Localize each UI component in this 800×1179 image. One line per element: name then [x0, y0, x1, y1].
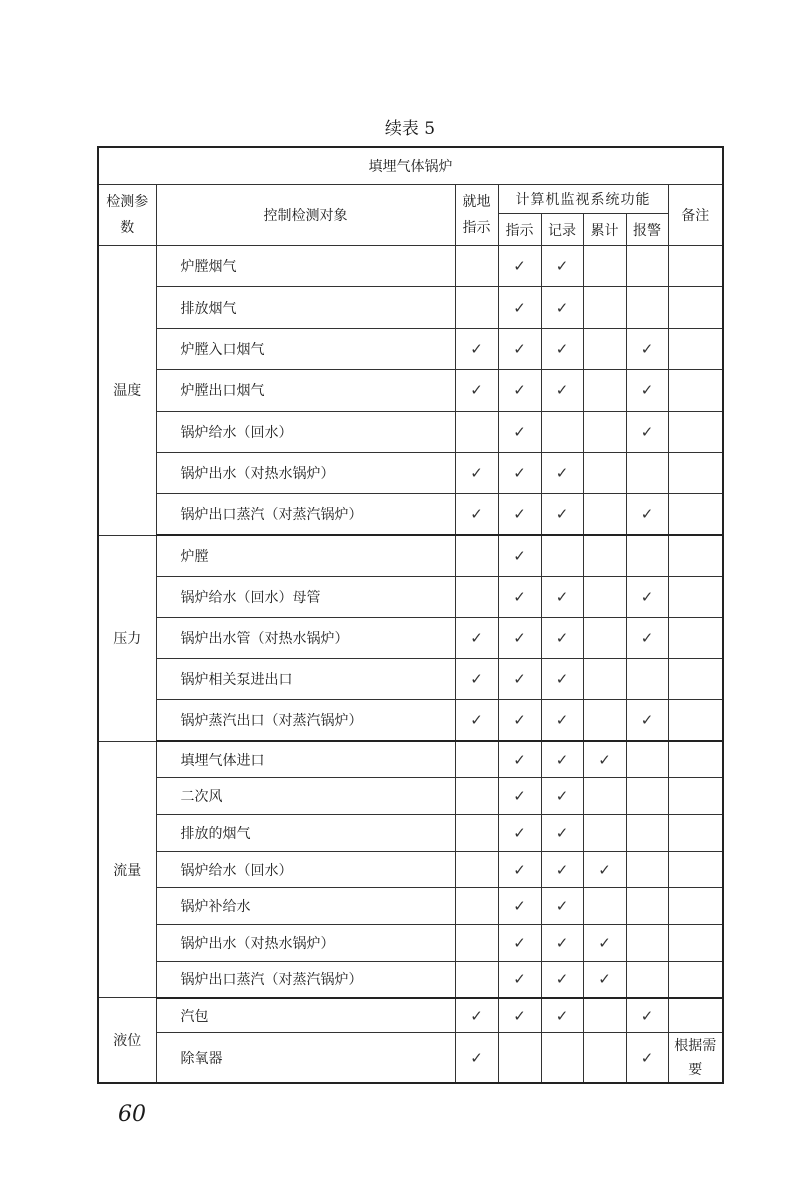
- object-cell: 填埋气体进口: [156, 741, 455, 778]
- alarm-check-icon: [626, 925, 668, 962]
- note-cell: [668, 535, 723, 576]
- record-check-icon: ✓: [541, 700, 583, 741]
- indicate-check-icon: ✓: [498, 535, 541, 576]
- indicate-check-icon: ✓: [498, 700, 541, 741]
- header-record: 记录: [541, 214, 583, 246]
- note-cell: [668, 851, 723, 888]
- table-row: [98, 998, 723, 1033]
- table-row: [98, 815, 723, 852]
- record-check-icon: ✓: [541, 246, 583, 287]
- alarm-check-icon: ✓: [626, 998, 668, 1033]
- note-cell: [668, 452, 723, 493]
- object-cell: 排放的烟气: [156, 815, 455, 852]
- indicate-check-icon: ✓: [498, 618, 541, 659]
- alarm-check-icon: [626, 851, 668, 888]
- record-check-icon: ✓: [541, 618, 583, 659]
- indicate-check-icon: ✓: [498, 287, 541, 328]
- indicate-check-icon: ✓: [498, 741, 541, 778]
- accumulate-check-icon: ✓: [583, 925, 626, 962]
- header-computer: 计算机监视系统功能: [498, 185, 668, 214]
- accumulate-check-icon: [583, 494, 626, 535]
- object-cell: 锅炉出水管（对热水锅炉）: [156, 618, 455, 659]
- alarm-check-icon: ✓: [626, 370, 668, 411]
- local-indicate-check-icon: [455, 925, 498, 962]
- note-cell: [668, 411, 723, 452]
- header-alarm: 报警: [626, 214, 668, 246]
- indicate-check-icon: ✓: [498, 328, 541, 369]
- table-title: 填埋气体锅炉: [98, 147, 723, 185]
- table-row: [98, 328, 723, 369]
- accumulate-check-icon: [583, 287, 626, 328]
- object-cell: 炉膛: [156, 535, 455, 576]
- local-indicate-check-icon: [455, 576, 498, 617]
- note-cell: [668, 925, 723, 962]
- note-cell: [668, 328, 723, 369]
- table-caption: 续表 5: [384, 119, 436, 139]
- table-row: [98, 287, 723, 328]
- accumulate-check-icon: [583, 659, 626, 700]
- indicate-check-icon: ✓: [498, 888, 541, 925]
- indicate-check-icon: ✓: [498, 576, 541, 617]
- record-check-icon: ✓: [541, 851, 583, 888]
- local-indicate-check-icon: ✓: [455, 998, 498, 1033]
- note-cell: [668, 888, 723, 925]
- alarm-check-icon: ✓: [626, 700, 668, 741]
- alarm-check-icon: ✓: [626, 494, 668, 535]
- note-cell: 根据需要: [668, 1033, 723, 1083]
- note-cell: [668, 998, 723, 1033]
- object-cell: 炉膛入口烟气: [156, 328, 455, 369]
- alarm-check-icon: [626, 961, 668, 998]
- header-accumulate: 累计: [583, 214, 626, 246]
- param-group-cell: 压力: [98, 535, 156, 741]
- indicate-check-icon: ✓: [498, 778, 541, 815]
- accumulate-check-icon: [583, 998, 626, 1033]
- accumulate-check-icon: [583, 452, 626, 493]
- indicate-check-icon: ✓: [498, 452, 541, 493]
- alarm-check-icon: [626, 287, 668, 328]
- alarm-check-icon: ✓: [626, 328, 668, 369]
- indicate-check-icon: ✓: [498, 411, 541, 452]
- local-indicate-check-icon: [455, 961, 498, 998]
- local-indicate-check-icon: [455, 815, 498, 852]
- indicate-check-icon: ✓: [498, 815, 541, 852]
- table-row: [98, 925, 723, 962]
- accumulate-check-icon: ✓: [583, 851, 626, 888]
- alarm-check-icon: ✓: [626, 618, 668, 659]
- accumulate-check-icon: [583, 888, 626, 925]
- indicate-check-icon: [498, 1033, 541, 1083]
- table-row: [98, 452, 723, 493]
- table-row: [98, 961, 723, 998]
- record-check-icon: [541, 535, 583, 576]
- table-row: [98, 618, 723, 659]
- object-cell: 锅炉出水（对热水锅炉）: [156, 452, 455, 493]
- alarm-check-icon: [626, 452, 668, 493]
- alarm-check-icon: ✓: [626, 576, 668, 617]
- record-check-icon: ✓: [541, 576, 583, 617]
- local-indicate-check-icon: ✓: [455, 618, 498, 659]
- note-cell: [668, 741, 723, 778]
- indicate-check-icon: ✓: [498, 370, 541, 411]
- header-local: 就地指示: [455, 185, 498, 246]
- note-cell: [668, 778, 723, 815]
- object-cell: 除氧器: [156, 1033, 455, 1083]
- alarm-check-icon: [626, 888, 668, 925]
- header-object: 控制检测对象: [156, 185, 455, 246]
- accumulate-check-icon: [583, 700, 626, 741]
- record-check-icon: ✓: [541, 494, 583, 535]
- record-check-icon: ✓: [541, 998, 583, 1033]
- record-check-icon: ✓: [541, 961, 583, 998]
- object-cell: 二次风: [156, 778, 455, 815]
- header-indicate: 指示: [498, 214, 541, 246]
- accumulate-check-icon: [583, 1033, 626, 1083]
- local-indicate-check-icon: [455, 778, 498, 815]
- record-check-icon: ✓: [541, 370, 583, 411]
- param-group-cell: 液位: [98, 998, 156, 1083]
- local-indicate-check-icon: ✓: [455, 700, 498, 741]
- table-row: [98, 535, 723, 576]
- object-cell: 锅炉给水（回水）: [156, 851, 455, 888]
- param-group-cell: 温度: [98, 246, 156, 536]
- alarm-check-icon: [626, 741, 668, 778]
- table-row: [98, 700, 723, 741]
- alarm-check-icon: [626, 815, 668, 852]
- object-cell: 锅炉补给水: [156, 888, 455, 925]
- object-cell: 锅炉出口蒸汽（对蒸汽锅炉）: [156, 961, 455, 998]
- note-cell: [668, 815, 723, 852]
- local-indicate-check-icon: [455, 246, 498, 287]
- note-cell: [668, 246, 723, 287]
- accumulate-check-icon: [583, 370, 626, 411]
- header-param: 检测参数: [98, 185, 156, 246]
- note-cell: [668, 659, 723, 700]
- indicate-check-icon: ✓: [498, 246, 541, 287]
- indicate-check-icon: ✓: [498, 925, 541, 962]
- table-row: [98, 1033, 723, 1083]
- record-check-icon: ✓: [541, 287, 583, 328]
- accumulate-check-icon: [583, 328, 626, 369]
- local-indicate-check-icon: [455, 888, 498, 925]
- object-cell: 排放烟气: [156, 287, 455, 328]
- local-indicate-check-icon: ✓: [455, 659, 498, 700]
- accumulate-check-icon: [583, 778, 626, 815]
- note-cell: [668, 370, 723, 411]
- local-indicate-check-icon: ✓: [455, 328, 498, 369]
- record-check-icon: [541, 1033, 583, 1083]
- alarm-check-icon: [626, 246, 668, 287]
- page-number: 60: [118, 1102, 146, 1127]
- local-indicate-check-icon: [455, 535, 498, 576]
- table-row: [98, 888, 723, 925]
- indicate-check-icon: ✓: [498, 961, 541, 998]
- object-cell: 锅炉蒸汽出口（对蒸汽锅炉）: [156, 700, 455, 741]
- object-cell: 炉膛烟气: [156, 246, 455, 287]
- local-indicate-check-icon: ✓: [455, 370, 498, 411]
- alarm-check-icon: [626, 778, 668, 815]
- alarm-check-icon: ✓: [626, 411, 668, 452]
- monitoring-table: [97, 146, 724, 1084]
- indicate-check-icon: ✓: [498, 851, 541, 888]
- alarm-check-icon: [626, 535, 668, 576]
- accumulate-check-icon: [583, 815, 626, 852]
- note-cell: [668, 287, 723, 328]
- local-indicate-check-icon: ✓: [455, 494, 498, 535]
- object-cell: 锅炉给水（回水）: [156, 411, 455, 452]
- accumulate-check-icon: [583, 576, 626, 617]
- accumulate-check-icon: [583, 246, 626, 287]
- note-cell: [668, 494, 723, 535]
- note-cell: [668, 961, 723, 998]
- param-group-cell: 流量: [98, 741, 156, 998]
- table-row: [98, 576, 723, 617]
- header-note: 备注: [668, 185, 723, 246]
- record-check-icon: ✓: [541, 778, 583, 815]
- table-row: [98, 370, 723, 411]
- table-row: [98, 851, 723, 888]
- record-check-icon: ✓: [541, 452, 583, 493]
- record-check-icon: ✓: [541, 741, 583, 778]
- local-indicate-check-icon: [455, 741, 498, 778]
- record-check-icon: ✓: [541, 888, 583, 925]
- accumulate-check-icon: ✓: [583, 961, 626, 998]
- note-cell: [668, 576, 723, 617]
- alarm-check-icon: [626, 659, 668, 700]
- indicate-check-icon: ✓: [498, 998, 541, 1033]
- local-indicate-check-icon: ✓: [455, 452, 498, 493]
- object-cell: 汽包: [156, 998, 455, 1033]
- record-check-icon: ✓: [541, 659, 583, 700]
- indicate-check-icon: ✓: [498, 659, 541, 700]
- object-cell: 炉膛出口烟气: [156, 370, 455, 411]
- object-cell: 锅炉出水（对热水锅炉）: [156, 925, 455, 962]
- local-indicate-check-icon: [455, 411, 498, 452]
- indicate-check-icon: ✓: [498, 494, 541, 535]
- accumulate-check-icon: [583, 411, 626, 452]
- object-cell: 锅炉相关泵进出口: [156, 659, 455, 700]
- accumulate-check-icon: [583, 618, 626, 659]
- accumulate-check-icon: [583, 535, 626, 576]
- note-cell: [668, 618, 723, 659]
- note-cell: [668, 700, 723, 741]
- table-row: [98, 741, 723, 778]
- table-row: [98, 778, 723, 815]
- record-check-icon: ✓: [541, 925, 583, 962]
- table-row: [98, 494, 723, 535]
- local-indicate-check-icon: ✓: [455, 1033, 498, 1083]
- object-cell: 锅炉出口蒸汽（对蒸汽锅炉）: [156, 494, 455, 535]
- record-check-icon: ✓: [541, 815, 583, 852]
- accumulate-check-icon: ✓: [583, 741, 626, 778]
- local-indicate-check-icon: [455, 287, 498, 328]
- table-row: [98, 411, 723, 452]
- local-indicate-check-icon: [455, 851, 498, 888]
- record-check-icon: ✓: [541, 328, 583, 369]
- object-cell: 锅炉给水（回水）母管: [156, 576, 455, 617]
- alarm-check-icon: ✓: [626, 1033, 668, 1083]
- table-row: [98, 659, 723, 700]
- record-check-icon: [541, 411, 583, 452]
- table-row: [98, 246, 723, 287]
